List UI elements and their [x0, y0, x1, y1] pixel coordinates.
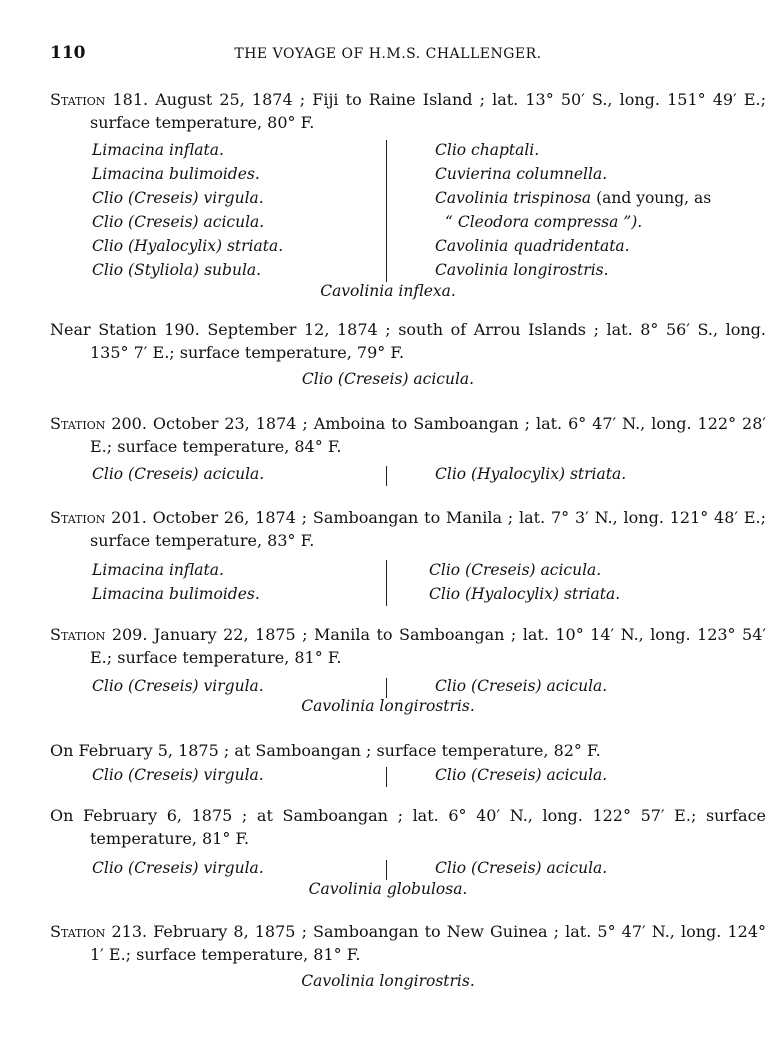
- species-name: “ Cleodora compressa ”).: [445, 213, 643, 231]
- column-divider: [386, 466, 387, 486]
- station-header: Station 213. February 8, 1875 ; Samboangan to New Guinea ; lat. 5° 47′ N., long. 124° 1′ E.; surface temperature, 81° F.: [50, 922, 766, 964]
- species-name: Clio (Creseis) virgula.: [92, 189, 264, 207]
- species-right-column: [435, 462, 735, 486]
- species-columns: [92, 763, 732, 787]
- species-name: Cavolinia trispinosa (and young, as: [435, 189, 712, 207]
- species-name-centered: Cavolinia longirostris.: [301, 972, 475, 990]
- species-right-column: [435, 763, 735, 787]
- station-header: On February 6, 1875 ; at Samboangan ; lat. 6° 40′ N., long. 122° 57′ E.; surface temperature, 81° F.: [50, 806, 766, 848]
- station-header: Station 209. January 22, 1875 ; Manila to Samboangan ; lat. 10° 14′ N., long. 123° 54′ E.; surface temperature, 81° F.: [50, 625, 766, 667]
- species-name: Clio (Creseis) virgula.: [92, 766, 264, 784]
- page-number: 110: [50, 43, 86, 63]
- species-columns: [92, 558, 732, 606]
- species-left-column: [92, 462, 382, 486]
- species-right-column: [429, 558, 729, 606]
- species-name: Clio (Creseis) acicula.: [435, 859, 608, 877]
- species-name: Clio (Styliola) subula.: [92, 261, 262, 279]
- station-header: Station 181. August 25, 1874 ; Fiji to Raine Island ; lat. 13° 50′ S., long. 151° 49′ E.; surface temperature, 80° F.: [50, 90, 766, 132]
- species-name: Clio (Creseis) acicula.: [429, 561, 602, 579]
- species-name-centered: Clio (Creseis) acicula.: [301, 370, 475, 388]
- species-name: Clio chaptali.: [435, 141, 540, 159]
- species-name-centered: Cavolinia inflexa.: [320, 282, 456, 300]
- species-right-column: [435, 138, 735, 282]
- species-name: Cavolinia quadridentata.: [435, 237, 630, 255]
- station-header: Station 200. October 23, 1874 ; Amboina to Samboangan ; lat. 6° 47′ N., long. 122° 28′ E.; surface temperature, 84° F.: [50, 414, 766, 456]
- species-left-column: [92, 138, 382, 282]
- species-name: Cavolinia longirostris.: [435, 261, 609, 279]
- station-header: Near Station 190. September 12, 1874 ; south of Arrou Islands ; lat. 8° 56′ S., long. 135° 7′ E.; surface temperature, 79° F.: [50, 320, 766, 362]
- species-left-column: [92, 558, 382, 606]
- running-head: THE VOYAGE OF H.M.S. CHALLENGER.: [234, 46, 542, 62]
- column-divider: [386, 560, 387, 606]
- column-divider: [386, 860, 387, 880]
- species-name: Clio (Creseis) acicula.: [435, 677, 608, 695]
- species-name: Clio (Creseis) acicula.: [92, 213, 265, 231]
- species-left-column: [92, 856, 382, 880]
- station-header: On February 5, 1875 ; at Samboangan ; surface temperature, 82° F.: [50, 741, 601, 760]
- species-name: Clio (Creseis) acicula.: [435, 766, 608, 784]
- species-name: Clio (Hyalocylix) striata.: [429, 585, 621, 603]
- species-right-column: [435, 856, 735, 880]
- species-name: Clio (Hyalocylix) striata.: [92, 237, 284, 255]
- species-name: Clio (Hyalocylix) striata.: [435, 465, 627, 483]
- station-header: Station 201. October 26, 1874 ; Samboangan to Manila ; lat. 7° 3′ N., long. 121° 48′ E.; surface temperature, 83° F.: [50, 508, 766, 550]
- column-divider: [386, 678, 387, 698]
- species-columns: [92, 674, 732, 698]
- species-name: Limacina bulimoides.: [92, 585, 260, 603]
- species-name-centered: Cavolinia longirostris.: [301, 697, 475, 715]
- column-divider: [386, 140, 387, 282]
- species-name: Clio (Creseis) virgula.: [92, 859, 264, 877]
- species-columns: [92, 462, 732, 486]
- species-name: Clio (Creseis) virgula.: [92, 677, 264, 695]
- species-left-column: [92, 763, 382, 787]
- species-name-centered: Cavolinia globulosa.: [308, 880, 468, 898]
- species-columns: [92, 856, 732, 880]
- species-right-column: [435, 674, 735, 698]
- column-divider: [386, 767, 387, 787]
- species-columns: [92, 138, 732, 282]
- species-left-column: [92, 674, 382, 698]
- species-name: Clio (Creseis) acicula.: [92, 465, 265, 483]
- species-name: Limacina inflata.: [92, 141, 224, 159]
- species-name: Cuvierina columnella.: [435, 165, 608, 183]
- species-name: Limacina inflata.: [92, 561, 224, 579]
- species-name: Limacina bulimoides.: [92, 165, 260, 183]
